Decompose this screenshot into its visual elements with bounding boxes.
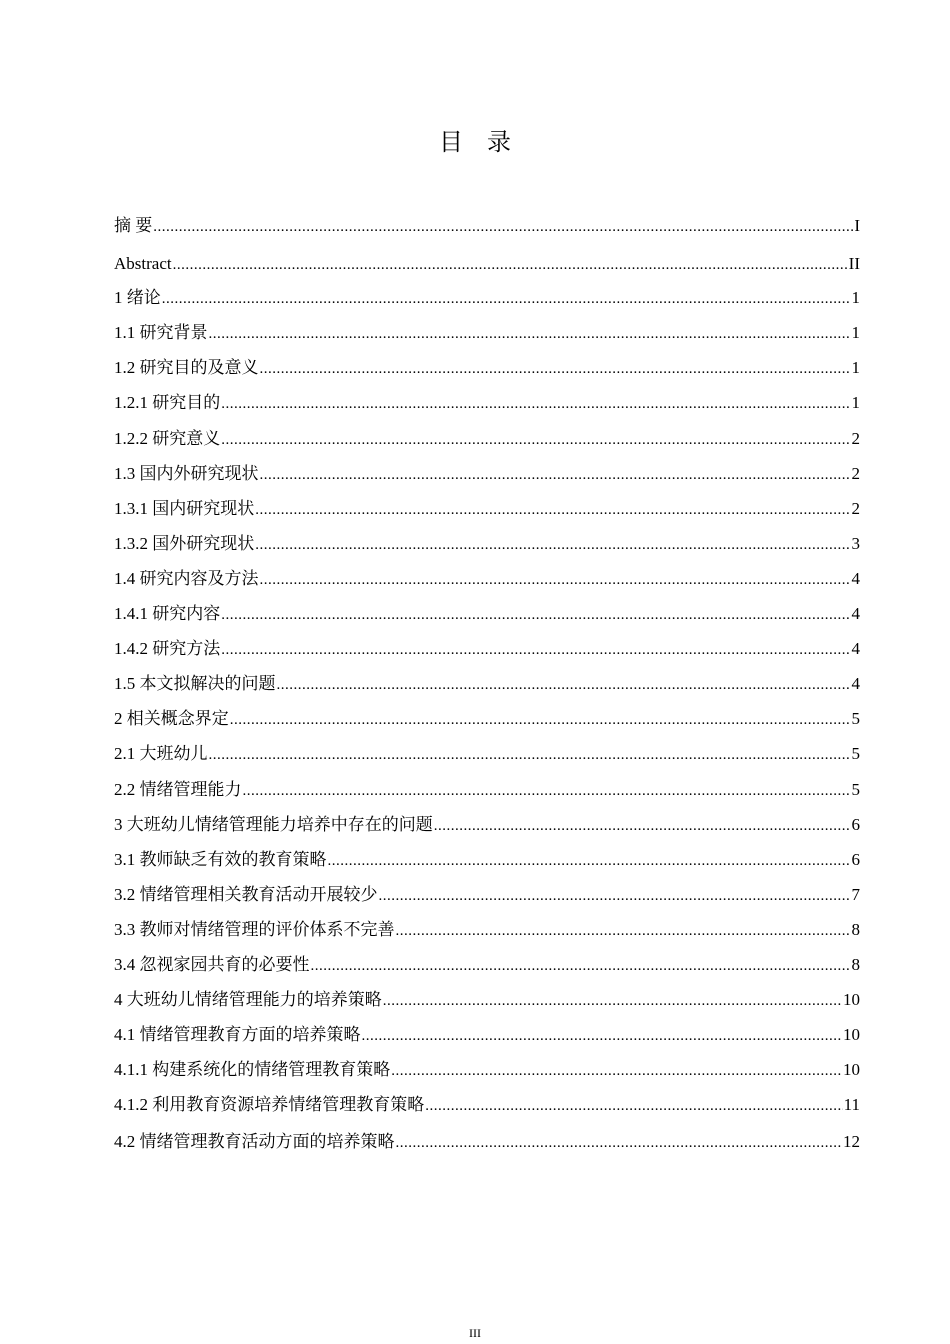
- toc-dot-leader: [209, 743, 851, 767]
- toc-entry[interactable]: [114, 883, 860, 907]
- toc-entry-page: 8: [851, 920, 860, 939]
- toc-entry-page: 1: [851, 393, 860, 412]
- toc-entry-label: 3 大班幼儿情绪管理能力培养中存在的问题: [114, 815, 433, 834]
- toc-entry[interactable]: [114, 356, 860, 380]
- toc-entry-page: 7: [851, 885, 860, 904]
- toc-entry[interactable]: [114, 1058, 860, 1082]
- toc-entry-page: 6: [851, 815, 860, 834]
- toc-entry-page: 8: [851, 955, 860, 974]
- toc-entry-page: 4: [851, 674, 860, 693]
- toc-entry-page: 6: [851, 850, 860, 869]
- toc-entry-label: 1.4.1 研究内容: [114, 604, 221, 623]
- toc-entry-page: 2: [851, 464, 860, 483]
- toc-entry[interactable]: [114, 813, 860, 837]
- toc-dot-leader: [260, 357, 851, 381]
- toc-entry[interactable]: [114, 286, 860, 310]
- toc-entry-label: 1.2.2 研究意义: [114, 429, 221, 448]
- page-number: III: [469, 1326, 481, 1340]
- toc-dot-leader: [391, 1059, 842, 1083]
- toc-entry-label: 3.4 忽视家园共育的必要性: [114, 955, 310, 974]
- toc-entry-page: 4: [851, 604, 860, 623]
- toc-dot-leader: [260, 568, 851, 592]
- toc-dot-leader: [243, 779, 851, 803]
- toc-dot-leader: [260, 463, 851, 487]
- toc-entry-page: 3: [851, 534, 860, 553]
- toc-entry[interactable]: [114, 848, 860, 872]
- toc-entry-label: 1.1 研究背景: [114, 323, 208, 342]
- toc-entry-label: 4.1.2 利用教育资源培养情绪管理教育策略: [114, 1095, 425, 1114]
- toc-entry-label: 1.5 本文拟解决的问题: [114, 674, 276, 693]
- toc-dot-leader: [362, 1024, 843, 1048]
- toc-entry-page: 2: [851, 499, 860, 518]
- toc-entry[interactable]: [114, 214, 860, 238]
- toc-entry[interactable]: [114, 602, 860, 626]
- toc-entry-page: 5: [851, 709, 860, 728]
- toc-entry[interactable]: [114, 321, 860, 345]
- toc-entry-page: 10: [843, 1025, 860, 1044]
- toc-entry-label: 2.2 情绪管理能力: [114, 780, 242, 799]
- toc-dot-leader: [396, 919, 851, 943]
- toc-entry-label: 4.2 情绪管理教育活动方面的培养策略: [114, 1132, 395, 1151]
- toc-entry-page: 5: [851, 744, 860, 763]
- toc-entry-page: 4: [851, 569, 860, 588]
- toc-entry[interactable]: [114, 532, 860, 556]
- toc-entry-label: 1.2.1 研究目的: [114, 393, 221, 412]
- toc-entry[interactable]: [114, 252, 860, 276]
- toc-entry-label: 3.1 教师缺乏有效的教育策略: [114, 850, 327, 869]
- toc-entry[interactable]: [114, 918, 860, 942]
- toc-dot-leader: [425, 1094, 842, 1118]
- toc-entry-label: 2.1 大班幼儿: [114, 744, 208, 763]
- toc-dot-leader: [255, 498, 850, 522]
- toc-dot-leader: [221, 603, 850, 627]
- toc-entry-page: 11: [843, 1095, 860, 1114]
- toc-entry[interactable]: [114, 988, 860, 1012]
- toc-entry-label: 4.1.1 构建系统化的情绪管理教育策略: [114, 1060, 391, 1079]
- toc-entry-page: 2: [851, 429, 860, 448]
- toc-entry-label: 1.3 国内外研究现状: [114, 464, 259, 483]
- toc-entry-label: 4 大班幼儿情绪管理能力的培养策略: [114, 990, 382, 1009]
- toc-entry[interactable]: [114, 427, 860, 451]
- toc-entry[interactable]: [114, 391, 860, 415]
- toc-entry-page: I: [854, 216, 860, 235]
- toc-dot-leader: [379, 884, 851, 908]
- toc-entry-label: Abstract: [114, 254, 172, 273]
- toc-dot-leader: [173, 253, 848, 277]
- toc-entry-label: 3.2 情绪管理相关教育活动开展较少: [114, 885, 378, 904]
- toc-entry-page: 12: [843, 1132, 860, 1151]
- toc-entry-page: 4: [851, 639, 860, 658]
- toc-dot-leader: [221, 638, 850, 662]
- toc-entry[interactable]: [114, 778, 860, 802]
- toc-dot-leader: [230, 708, 851, 732]
- page-title: 目录: [439, 128, 535, 156]
- toc-entry[interactable]: [114, 707, 860, 731]
- toc-entry-label: 1.4 研究内容及方法: [114, 569, 259, 588]
- toc-entry[interactable]: [114, 637, 860, 661]
- toc-dot-leader: [153, 215, 853, 239]
- toc-entry[interactable]: [114, 462, 860, 486]
- toc-dot-leader: [255, 533, 850, 557]
- toc-entry[interactable]: [114, 1023, 860, 1047]
- toc-entry-page: 10: [843, 1060, 860, 1079]
- toc-entry-label: 4.1 情绪管理教育方面的培养策略: [114, 1025, 361, 1044]
- toc-entry-page: 1: [851, 323, 860, 342]
- toc-entry[interactable]: [114, 1093, 860, 1117]
- toc-entry[interactable]: [114, 742, 860, 766]
- toc-entry-label: 1.3.2 国外研究现状: [114, 534, 255, 553]
- toc-entry[interactable]: [114, 567, 860, 591]
- toc-entry-page: 1: [851, 288, 860, 307]
- toc-entry-label: 1.2 研究目的及意义: [114, 358, 259, 377]
- toc-entry-label: 2 相关概念界定: [114, 709, 229, 728]
- toc-entry-label: 1 绪论: [114, 288, 161, 307]
- toc-dot-leader: [383, 989, 842, 1013]
- toc-dot-leader: [328, 849, 851, 873]
- toc-dot-leader: [277, 673, 851, 697]
- toc-dot-leader: [311, 954, 851, 978]
- toc-dot-leader: [209, 322, 851, 346]
- toc-dot-leader: [162, 287, 851, 311]
- toc-entry-page: II: [848, 254, 860, 273]
- toc-entry[interactable]: [114, 497, 860, 521]
- toc-entry-label: 摘 要: [114, 216, 153, 235]
- toc-entry-label: 1.3.1 国内研究现状: [114, 499, 255, 518]
- toc-entry-label: 3.3 教师对情绪管理的评价体系不完善: [114, 920, 395, 939]
- toc-entry[interactable]: [114, 953, 860, 977]
- toc-dot-leader: [221, 392, 850, 416]
- toc-entry[interactable]: [114, 672, 860, 696]
- toc-entry-page: 5: [851, 780, 860, 799]
- toc-entry[interactable]: [114, 1130, 860, 1154]
- toc-dot-leader: [396, 1131, 843, 1155]
- toc-dot-leader: [221, 428, 850, 452]
- toc-entry-label: 1.4.2 研究方法: [114, 639, 221, 658]
- toc-dot-leader: [434, 814, 851, 838]
- toc-entry-page: 10: [843, 990, 860, 1009]
- toc-entry-page: 1: [851, 358, 860, 377]
